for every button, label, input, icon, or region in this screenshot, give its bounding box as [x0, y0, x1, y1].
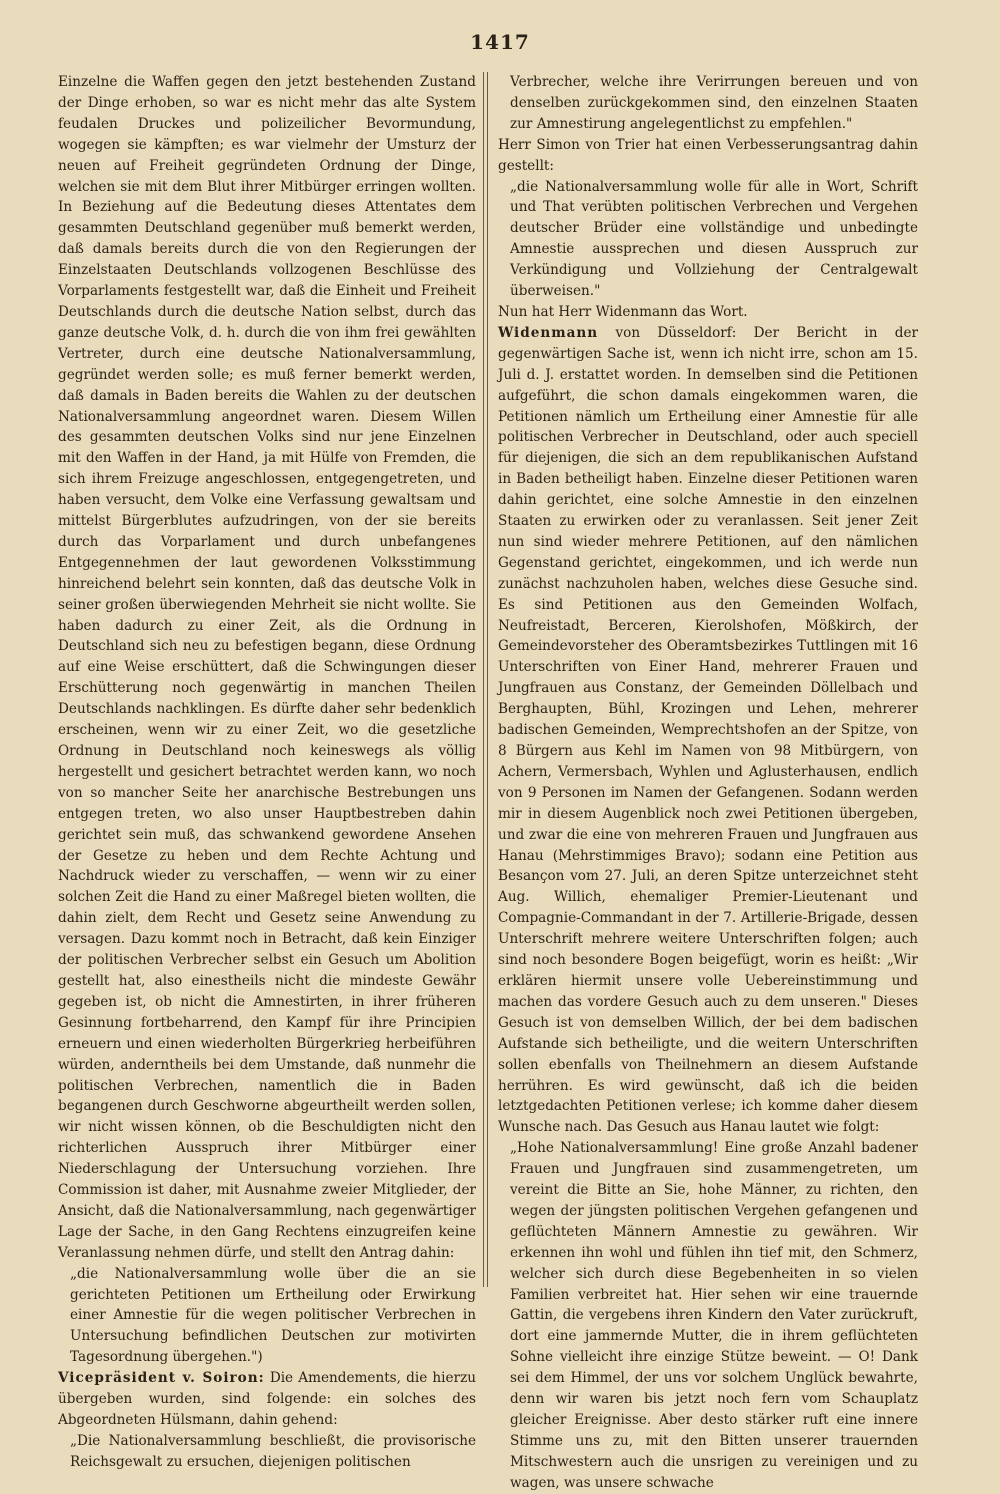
- column-divider: [483, 72, 484, 1287]
- column-divider-inner: [487, 72, 488, 1287]
- speaker-name: Widenmann: [498, 324, 599, 341]
- petition-quote: „Hohe Nationalversammlung! Eine große Anzahl badener Frauen und Jungfrauen sind zusammengetreten, um vereint die Bitte an Sie, hohe Männer, zu richten, den wegen der jüngsten politischen Vergehen gefangenen und geflüchteten Männern Amnestie zu gewähren. Wir erkennen ihn wohl und fühlen ihn tief mit, den Schmerz, welcher sich durch diese Begebenheiten in so vielen Familien verbreitet hat. Hier sehen wir eine trauernde Gattin, die vergebens ihren Kindern den Vater zurückruft, dort eine jammernde Mutter, die in ihrem geflüchteten Sohne vielleicht ihre einzige Stütze beweint. — O! Dank sei dem Himmel, der uns vor solchem Unglück bewahrte, denn wir waren bis jetzt noch fern vom Schauplatz gleicher Ereignisse. Aber desto stärker ruft eine innere Stimme uns zu, mit den Bitten unserer trauernden Mitschwestern auch die unsrigen zu vereinigen und zu wagen, was unsere schwache: [510, 1140, 918, 1491]
- speech-text: von Düsseldorf: Der Bericht in der gegenwärtigen Sache ist, wenn ich nicht irre, schon am 15. Juli d. J. erstattet worden. In demselben sind die Petitionen aufgeführt, die schon damals eingekommen waren, die Petitionen nämlich um Ertheilung einer Amnestie für alle politischen Verbrecher in Deutschland, oder auch speciell für diejenigen, die sich an dem republikanischen Aufstand in Baden betheiligt haben. Einzelne dieser Petitionen waren dahin gerichtet, eine solche Amnestie in den einzelnen Staaten zu erwirken oder zu veranlassen. Seit jener Zeit nun sind wieder mehrere Petitionen, auf den nämlichen Gegenstand gerichtet, eingekommen, und ich werde nun zunächst nachzuholen haben, welches diese Gesuche sind. Es sind Petitionen aus den Gemeinden Wolfach, Neufreistadt, Berceren, Kierolshofen, Mößkirch, der Gemeindevorsteher des Oberamtsbezirkes Tuttlingen mit 16 Unterschriften von Einer Hand, mehrerer Frauen und Jungfrauen aus Constanz, der Gemeinden Döllelbach und Berghaupten, Bühl, Krozingen und Lehen, mehrerer badischen Gemeinden, Wemprechtshofen an der Spitze, von 8 Bürgern aus Kehl im Namen von 98 Mitbürgern, von Achern, Vermersbach, Wyhlen und Aglusterhausen, endlich von 9 Personen im Namen der Gefangenen. Sodann werden mir in diesem Augenblick noch zwei Petitionen übergeben, und zwar die eine von mehreren Frauen und Jungfrauen aus Hanau (Mehrstimmiges Bravo); sodann eine Petition aus Besançon vom 27. Juli, an deren Spitze unterzeichnet steht Aug. Willich, ehemaliger Premier-Lieutenant und Compagnie-Commandant in der 7. Artillerie-Brigade, dessen Unterschrift mehrere weitere Unterschriften folgen; auch sind noch besondere Bogen beigefügt, worin es heißt: „Wir erklären hiermit unsere volle Uebereinstimmung und machen das vordere Gesuch auch zu dem unseren." Dieses Gesuch ist von demselben Willich, der bei dem badischen Aufstande sich betheiligte, und die weitern Unterschriften sollen ebenfalls von Theilnehmern an diesem Aufstande herrühren. Es wird gewünscht, daß ich die beiden letztgedachten Petitionen verlese; ich komme daher diesem Wunsche nach. Das Gesuch aus Hanau lautet wie folgt:: [498, 324, 919, 1136]
- speaker-paragraph: [58, 1368, 476, 1431]
- motion-quote: „die Nationalversammlung wolle über die an sie gerichteten Petitionen um Ertheilung oder Erwirkung einer Amnestie für die wegen politischer Verbrechen in Untersuchung befindlichen Deutschen zur motivirten Tagesordnung übergehen."): [70, 1265, 476, 1366]
- body-paragraph: Einzelne die Waffen gegen den jetzt bestehenden Zustand der Dinge erhoben, so war es nicht mehr das alte System feudalen Druckes und polizeilicher Bevormundung, wogegen sie kämpften; es war vielmehr der Umsturz der neuen auf Freiheit gegründeten Ordnung der Dinge, welchen sie mit dem Blut ihrer Mitbürger erringen wollten. In Beziehung auf die Bedeutung dieses Attentates dem gesammten Deutschland gegenüber muß bemerkt werden, daß damals bereits durch die von den Regierungen der Einzelstaaten Deutschlands vollzogenen Beschlüsse des Vorparlaments festgestellt war, daß die Einheit und Freiheit Deutschlands durch die deutsche Nation selbst, durch das ganze deutsche Volk, d. h. durch die von ihm frei gewählten Vertreter, durch eine deutsche Nationalversammlung, gegründet werden solle; es muß ferner bemerkt werden, daß damals in Baden bereits die Wahlen zu der deutschen Nationalversammlung angeordnet waren. Diesem Willen des gesammten deutschen Volks sind nur jene Einzelnen mit den Waffen in der Hand, ja mit Hülfe von Fremden, die sich ihrem Freizuge angeschlossen, entgegengetreten, und haben versucht, dem Volke eine Verfassung gewaltsam und mittelst Bürgerblutes aufzudringen, von der sie bereits durch das Vorparlament und durch unbefangenes Entgegennehmen der laut gewordenen Volksstimmung hinreichend belehrt sein konnten, daß das deutsche Volk in seiner großen überwiegenden Mehrheit sie nicht wollte. Sie haben dadurch zu einer Zeit, als die Ordnung in Deutschland sich neu zu befestigen begann, diese Ordnung auf eine Weise erschüttert, daß die Schwingungen dieser Erschütterung noch gegenwärtig in manchen Theilen Deutschlands nachklingen. Es dürfte daher sehr bedenklich erscheinen, wenn wir zu einer Zeit, wo die gesetzliche Ordnung in Deutschland noch keineswegs als völlig hergestellt und gesichert betrachtet werden kann, wo noch von so mancher Seite her anarchische Bestrebungen uns entgegen treten, wo also unser Hauptbestreben dahin gerichtet sein muß, das schwankend gewordene Ansehen der Gesetze zu heben und dem Rechte Achtung und Nachdruck wieder zu verschaffen, — wenn wir zu einer solchen Zeit die Hand zu einer Maßregel bieten wollten, die dahin zielt, dem Recht und Gesetz seine Anwendung zu versagen. Dazu kommt noch in Betracht, daß kein Einziger der politischen Verbrecher selbst ein Gesuch um Abolition gestellt hat, also einestheils nicht die mindeste Gewähr gegeben ist, ob nicht die Amnestirten, in ihrer früheren Gesinnung fortbeharrend, den Kampf für ihre Principien erneuern und einen wiederholten Bürgerkrieg herbeiführen würden, anderntheils bei dem Umstande, daß nunmehr die politischen Verbrechen, namentlich die in Baden begangenen durch Geschworne abgeurtheilt werden sollen, wir nicht wissen können, ob die Beschuldigten nicht den richterlichen Ausspruch ihrer Mitbürger einer Niederschlagung der Untersuchung vorziehen. Ihre Commission ist daher, mit Ausnahme zweier Mitglieder, der Ansicht, daß die Nationalversammlung, nach gegenwärtiger Lage der Sache, in den Gang Rechtens einzugreifen keine Veranlassung nehmen dürfe, und stellt den Antrag dahin:: [58, 74, 476, 1261]
- speech-text: Die Amendements, die hierzu übergeben wurden, sind folgende: ein solches des Abgeordneten Hülsmann, dahin gehend:: [58, 1370, 476, 1428]
- amendment-quote: „die Nationalversammlung wolle für alle in Wort, Schrift und That verübten politischen Verbrechen und Vergehen deutscher Brüder eine vollständige und unbedingte Amnestie aussprechen und diesen Ausspruch zur Verkündigung und Vollziehung der Centralgewalt überweisen.": [510, 178, 918, 300]
- page-number: 1417: [470, 30, 530, 54]
- amendment-quote: „Die Nationalversammlung beschließt, die provisorische Reichsgewalt zu ersuchen, diejenigen politischen: [70, 1432, 476, 1470]
- speaker-name: Vicepräsident v. Soiron:: [58, 1370, 265, 1387]
- body-paragraph: Nun hat Herr Widenmann das Wort.: [498, 303, 748, 320]
- right-column: [498, 72, 919, 1491]
- left-column: [58, 72, 476, 1470]
- body-paragraph: Herr Simon von Trier hat einen Verbesserungsantrag dahin gestellt:: [498, 136, 918, 174]
- speaker-paragraph: [498, 323, 918, 1138]
- amendment-quote-continued: Verbrecher, welche ihre Verirrungen bereuen und von denselben zurückgekommen sind, den einzelnen Staaten zur Amnestirung angelegentlichst zu empfehlen.": [510, 74, 918, 132]
